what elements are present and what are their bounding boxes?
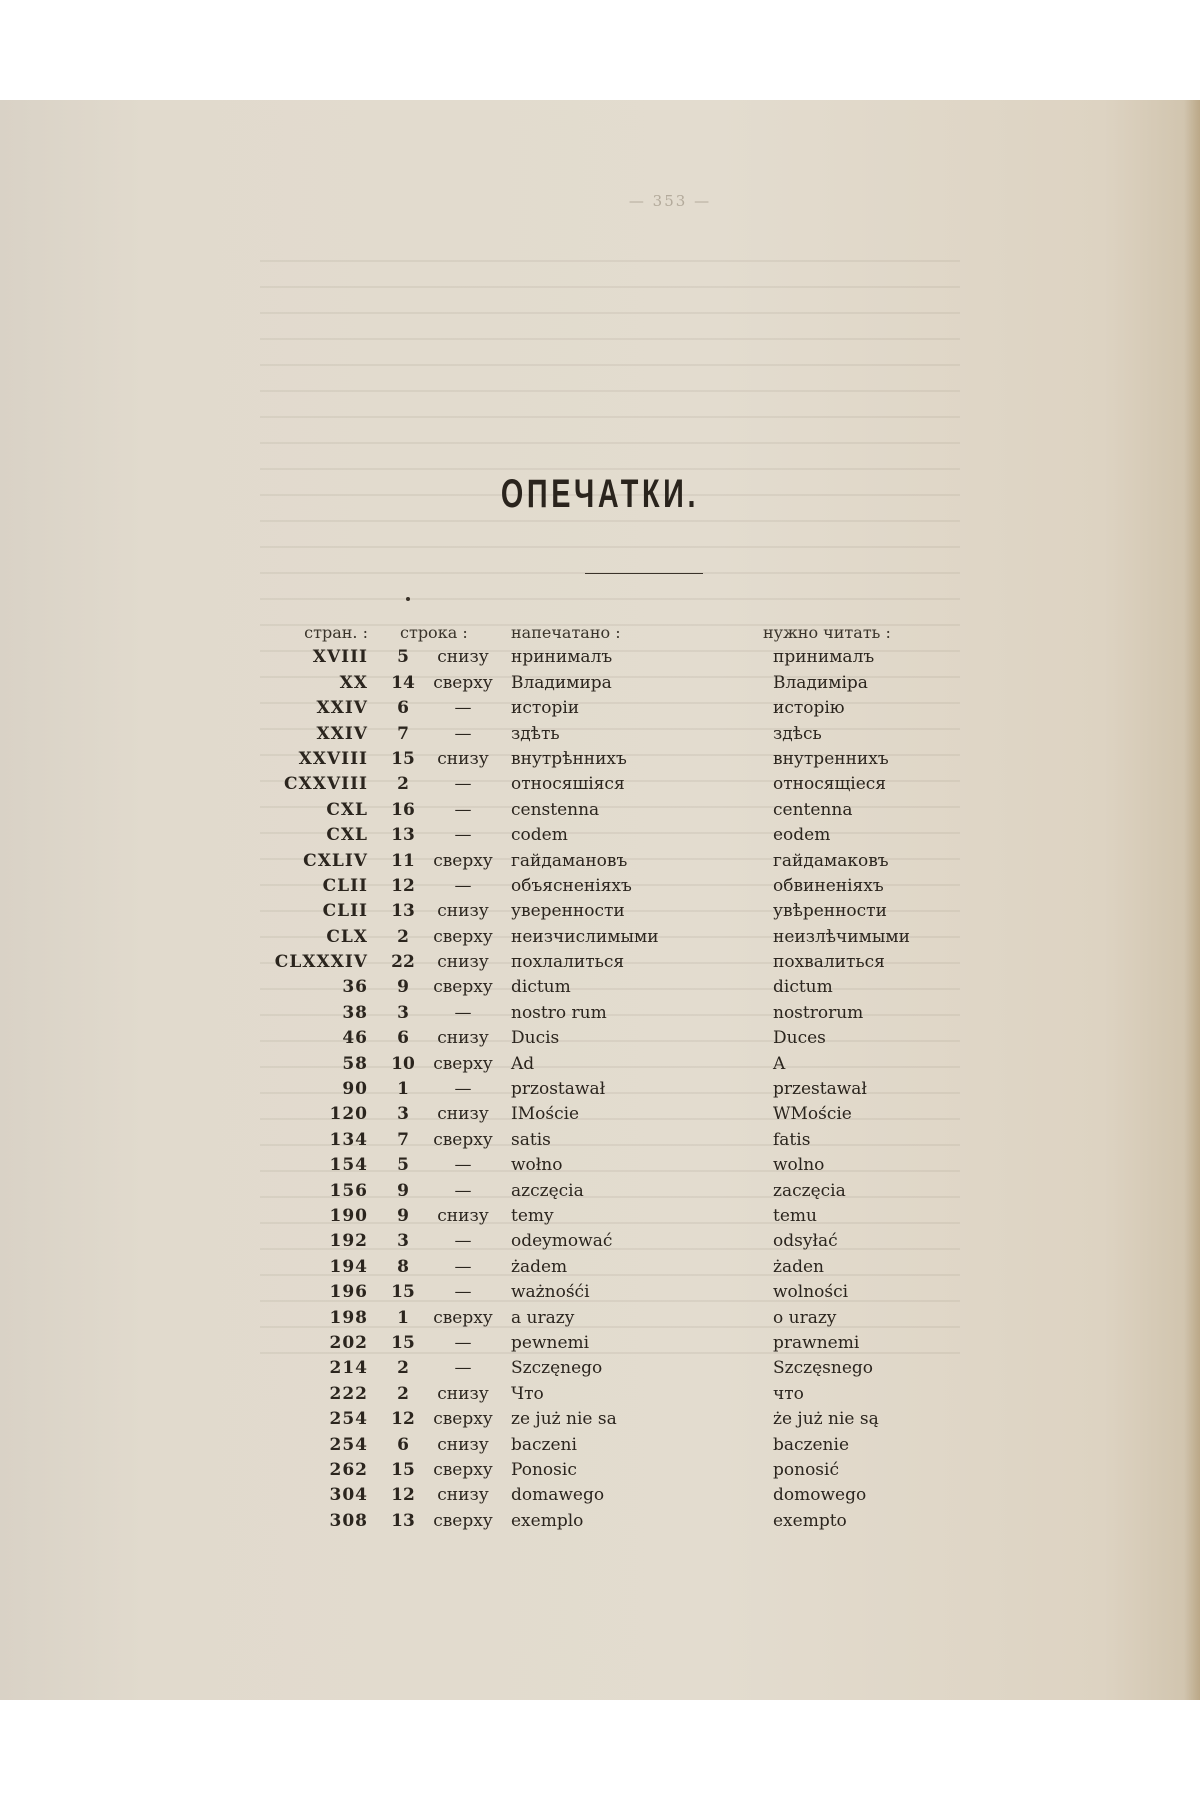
row-page: 262 bbox=[329, 1459, 368, 1480]
row-direction: снизу bbox=[437, 952, 489, 973]
row-line: 15 bbox=[391, 748, 415, 769]
row-direction: — bbox=[454, 1282, 472, 1303]
errata-row bbox=[0, 899, 1200, 924]
row-page: 36 bbox=[342, 977, 368, 998]
row-direction: — bbox=[454, 1358, 472, 1379]
row-printed: azczęcia bbox=[511, 1180, 584, 1201]
row-page: 304 bbox=[329, 1485, 368, 1506]
errata-row bbox=[0, 645, 1200, 670]
row-page: 134 bbox=[329, 1129, 368, 1150]
page-number: — 353 — bbox=[628, 192, 712, 210]
row-line: 9 bbox=[397, 1205, 409, 1226]
row-page: 214 bbox=[329, 1358, 368, 1379]
errata-row bbox=[0, 925, 1200, 950]
row-correct: dictum bbox=[773, 977, 833, 998]
row-line: 15 bbox=[391, 1332, 415, 1353]
row-correct: Duces bbox=[773, 1028, 826, 1049]
errata-row bbox=[0, 1026, 1200, 1051]
row-correct: zaczęcia bbox=[773, 1180, 846, 1201]
row-line: 13 bbox=[391, 901, 415, 922]
row-page: 46 bbox=[342, 1028, 368, 1049]
row-correct: относящіеся bbox=[773, 774, 886, 795]
row-line: 12 bbox=[391, 1409, 415, 1430]
row-printed: dictum bbox=[511, 977, 571, 998]
row-page: 198 bbox=[329, 1307, 368, 1328]
row-direction: сверху bbox=[433, 1459, 493, 1480]
row-line: 6 bbox=[397, 1028, 409, 1049]
row-printed: IMoście bbox=[511, 1104, 580, 1125]
row-correct: nostrorum bbox=[773, 1002, 864, 1023]
row-printed: Ad bbox=[511, 1053, 535, 1074]
row-page: 190 bbox=[329, 1205, 368, 1226]
row-printed: нринималъ bbox=[511, 647, 613, 668]
row-line: 2 bbox=[397, 1358, 409, 1379]
errata-row bbox=[0, 1509, 1200, 1534]
row-line: 10 bbox=[391, 1053, 415, 1074]
row-line: 8 bbox=[397, 1256, 409, 1277]
ink-dot bbox=[406, 597, 410, 601]
row-direction: — bbox=[454, 1002, 472, 1023]
row-line: 12 bbox=[391, 875, 415, 896]
row-page: XVIII bbox=[312, 647, 368, 668]
row-direction: — bbox=[454, 1155, 472, 1176]
row-direction: — bbox=[454, 875, 472, 896]
page-title: ОПЕЧАТКИ. bbox=[500, 472, 700, 516]
row-direction: снизу bbox=[437, 748, 489, 769]
row-page: CXL bbox=[326, 799, 368, 820]
errata-row bbox=[0, 1204, 1200, 1229]
row-correct: внутреннихъ bbox=[773, 748, 889, 769]
row-direction: сверху bbox=[433, 1053, 493, 1074]
errata-row bbox=[0, 1458, 1200, 1483]
row-page: XX bbox=[339, 672, 368, 693]
row-direction: сверху bbox=[433, 672, 493, 693]
row-line: 9 bbox=[397, 977, 409, 998]
row-printed: wołno bbox=[511, 1155, 563, 1176]
row-printed: Ponosic bbox=[511, 1459, 577, 1480]
row-correct: исторію bbox=[773, 698, 845, 719]
row-line: 3 bbox=[397, 1002, 409, 1023]
row-printed: неизчислимыми bbox=[511, 926, 659, 947]
row-page: 222 bbox=[329, 1383, 368, 1404]
row-printed: похлалиться bbox=[511, 952, 625, 973]
row-printed: domawego bbox=[511, 1485, 605, 1506]
errata-row bbox=[0, 1382, 1200, 1407]
row-line: 7 bbox=[397, 1129, 409, 1150]
row-direction: — bbox=[454, 799, 472, 820]
row-correct: WMoście bbox=[773, 1104, 852, 1125]
row-printed: odeymować bbox=[511, 1231, 613, 1252]
row-printed: baczeni bbox=[511, 1434, 577, 1455]
row-printed: относяшіяся bbox=[511, 774, 625, 795]
row-line: 1 bbox=[397, 1307, 409, 1328]
errata-row bbox=[0, 1229, 1200, 1254]
errata-row bbox=[0, 772, 1200, 797]
row-correct: exempto bbox=[773, 1510, 847, 1531]
row-direction: — bbox=[454, 1079, 472, 1100]
row-page: CXXVIII bbox=[284, 774, 368, 795]
row-printed: здѣть bbox=[511, 723, 560, 744]
row-printed: Что bbox=[511, 1383, 544, 1404]
row-printed: żadem bbox=[511, 1256, 568, 1277]
row-page: CXLIV bbox=[303, 850, 368, 871]
row-line: 2 bbox=[397, 1383, 409, 1404]
errata-row bbox=[0, 1483, 1200, 1508]
errata-row bbox=[0, 1102, 1200, 1127]
row-line: 13 bbox=[391, 1510, 415, 1531]
row-printed: Ducis bbox=[511, 1028, 560, 1049]
row-line: 15 bbox=[391, 1459, 415, 1480]
row-page: 194 bbox=[329, 1256, 368, 1277]
row-line: 14 bbox=[391, 672, 415, 693]
row-printed: codem bbox=[511, 825, 568, 846]
row-direction: снизу bbox=[437, 1485, 489, 1506]
errata-row bbox=[0, 1001, 1200, 1026]
errata-row bbox=[0, 798, 1200, 823]
errata-row bbox=[0, 747, 1200, 772]
row-direction: снизу bbox=[437, 647, 489, 668]
title-rule bbox=[585, 573, 703, 574]
errata-table bbox=[0, 620, 1200, 1534]
row-direction: снизу bbox=[437, 901, 489, 922]
errata-row bbox=[0, 823, 1200, 848]
row-line: 5 bbox=[397, 1155, 409, 1176]
row-correct: принималъ bbox=[773, 647, 875, 668]
row-page: XXIV bbox=[316, 698, 368, 719]
row-printed: гайдамановъ bbox=[511, 850, 628, 871]
row-correct: prawnemi bbox=[773, 1332, 860, 1353]
row-page: 196 bbox=[329, 1282, 368, 1303]
row-line: 5 bbox=[397, 647, 409, 668]
row-direction: сверху bbox=[433, 1129, 493, 1150]
errata-row bbox=[0, 671, 1200, 696]
errata-row bbox=[0, 1255, 1200, 1280]
row-line: 13 bbox=[391, 825, 415, 846]
row-printed: уверенности bbox=[511, 901, 625, 922]
row-printed: przostawał bbox=[511, 1079, 606, 1100]
row-correct: обвиненіяхъ bbox=[773, 875, 884, 896]
row-page: 120 bbox=[329, 1104, 368, 1125]
row-correct: żaden bbox=[773, 1256, 824, 1277]
errata-row bbox=[0, 1407, 1200, 1432]
row-correct: неизлѣчимыми bbox=[773, 926, 910, 947]
row-correct: domowego bbox=[773, 1485, 867, 1506]
row-correct: eodem bbox=[773, 825, 831, 846]
row-direction: снизу bbox=[437, 1434, 489, 1455]
header-printed: напечатано : bbox=[511, 623, 621, 642]
row-printed: исторіи bbox=[511, 698, 580, 719]
book-page bbox=[0, 100, 1200, 1700]
row-page: XXIV bbox=[316, 723, 368, 744]
row-line: 7 bbox=[397, 723, 409, 744]
errata-row bbox=[0, 975, 1200, 1000]
errata-row bbox=[0, 1077, 1200, 1102]
row-page: CLX bbox=[326, 926, 368, 947]
errata-row bbox=[0, 1356, 1200, 1381]
row-correct: wolno bbox=[773, 1155, 825, 1176]
row-page: 254 bbox=[329, 1409, 368, 1430]
row-direction: снизу bbox=[437, 1205, 489, 1226]
row-correct: centenna bbox=[773, 799, 853, 820]
row-line: 6 bbox=[397, 698, 409, 719]
row-printed: объясненіяхъ bbox=[511, 875, 632, 896]
row-line: 6 bbox=[397, 1434, 409, 1455]
errata-row bbox=[0, 1128, 1200, 1153]
row-correct: że już nie są bbox=[773, 1409, 879, 1430]
row-printed: внутрѣннихъ bbox=[511, 748, 627, 769]
header-page: стран. : bbox=[304, 623, 368, 642]
errata-row bbox=[0, 1433, 1200, 1458]
errata-header-row bbox=[0, 620, 1200, 645]
row-correct: Szczęsnego bbox=[773, 1358, 873, 1379]
row-page: XXVIII bbox=[298, 748, 368, 769]
row-direction: сверху bbox=[433, 1510, 493, 1531]
row-page: CLII bbox=[322, 901, 368, 922]
errata-row bbox=[0, 1179, 1200, 1204]
row-line: 2 bbox=[397, 926, 409, 947]
row-printed: nostro rum bbox=[511, 1002, 607, 1023]
row-printed: pewnemi bbox=[511, 1332, 590, 1353]
row-direction: — bbox=[454, 698, 472, 719]
row-page: 192 bbox=[329, 1231, 368, 1252]
row-correct: гайдамаковъ bbox=[773, 850, 889, 871]
row-line: 2 bbox=[397, 774, 409, 795]
errata-row bbox=[0, 1280, 1200, 1305]
row-correct: fatis bbox=[773, 1129, 811, 1150]
row-line: 9 bbox=[397, 1180, 409, 1201]
row-printed: exemplo bbox=[511, 1510, 584, 1531]
errata-row bbox=[0, 722, 1200, 747]
row-direction: сверху bbox=[433, 1307, 493, 1328]
row-direction: — bbox=[454, 825, 472, 846]
errata-row bbox=[0, 874, 1200, 899]
errata-row bbox=[0, 1331, 1200, 1356]
row-printed: temy bbox=[511, 1205, 554, 1226]
row-direction: — bbox=[454, 1256, 472, 1277]
row-page: 156 bbox=[329, 1180, 368, 1201]
row-page: 308 bbox=[329, 1510, 368, 1531]
row-line: 3 bbox=[397, 1231, 409, 1252]
row-direction: сверху bbox=[433, 1409, 493, 1430]
row-page: CXL bbox=[326, 825, 368, 846]
row-page: 38 bbox=[342, 1002, 368, 1023]
row-printed: censtenna bbox=[511, 799, 600, 820]
row-correct: wolności bbox=[773, 1282, 849, 1303]
row-line: 11 bbox=[391, 850, 415, 871]
row-direction: сверху bbox=[433, 977, 493, 998]
errata-rows bbox=[0, 645, 1200, 1534]
row-direction: сверху bbox=[433, 926, 493, 947]
row-line: 22 bbox=[391, 952, 415, 973]
row-correct: temu bbox=[773, 1205, 817, 1226]
errata-row bbox=[0, 696, 1200, 721]
row-correct: что bbox=[773, 1383, 804, 1404]
errata-row bbox=[0, 849, 1200, 874]
errata-row bbox=[0, 1052, 1200, 1077]
row-correct: ponosić bbox=[773, 1459, 839, 1480]
row-direction: снизу bbox=[437, 1383, 489, 1404]
row-correct: увѣренности bbox=[773, 901, 887, 922]
row-line: 12 bbox=[391, 1485, 415, 1506]
errata-row bbox=[0, 1306, 1200, 1331]
row-printed: ze już nie sa bbox=[511, 1409, 617, 1430]
row-correct: baczenie bbox=[773, 1434, 850, 1455]
row-correct: здѣсь bbox=[773, 723, 822, 744]
row-printed: Владимира bbox=[511, 672, 612, 693]
row-printed: ważnośći bbox=[511, 1282, 590, 1303]
row-line: 3 bbox=[397, 1104, 409, 1125]
errata-row bbox=[0, 950, 1200, 975]
row-correct: похвалиться bbox=[773, 952, 885, 973]
row-page: 58 bbox=[342, 1053, 368, 1074]
row-line: 16 bbox=[391, 799, 415, 820]
row-correct: Владиміра bbox=[773, 672, 868, 693]
row-page: 90 bbox=[342, 1079, 368, 1100]
row-direction: — bbox=[454, 1231, 472, 1252]
row-direction: — bbox=[454, 774, 472, 795]
row-direction: — bbox=[454, 1332, 472, 1353]
row-printed: a urazy bbox=[511, 1307, 575, 1328]
header-correct: нужно читать : bbox=[763, 623, 891, 642]
row-correct: o urazy bbox=[773, 1307, 837, 1328]
row-correct: odsyłać bbox=[773, 1231, 838, 1252]
row-direction: — bbox=[454, 723, 472, 744]
errata-row bbox=[0, 1153, 1200, 1178]
header-line: строка : bbox=[400, 623, 468, 642]
row-direction: — bbox=[454, 1180, 472, 1201]
row-correct: A bbox=[773, 1053, 786, 1074]
row-page: CLXXXIV bbox=[274, 952, 368, 973]
row-line: 15 bbox=[391, 1282, 415, 1303]
row-direction: сверху bbox=[433, 850, 493, 871]
row-page: 254 bbox=[329, 1434, 368, 1455]
row-page: 202 bbox=[329, 1332, 368, 1353]
row-direction: снизу bbox=[437, 1028, 489, 1049]
row-correct: przestawał bbox=[773, 1079, 867, 1100]
row-line: 1 bbox=[397, 1079, 409, 1100]
row-page: 154 bbox=[329, 1155, 368, 1176]
row-printed: Szczęnego bbox=[511, 1358, 603, 1379]
row-page: CLII bbox=[322, 875, 368, 896]
row-direction: снизу bbox=[437, 1104, 489, 1125]
row-printed: satis bbox=[511, 1129, 551, 1150]
